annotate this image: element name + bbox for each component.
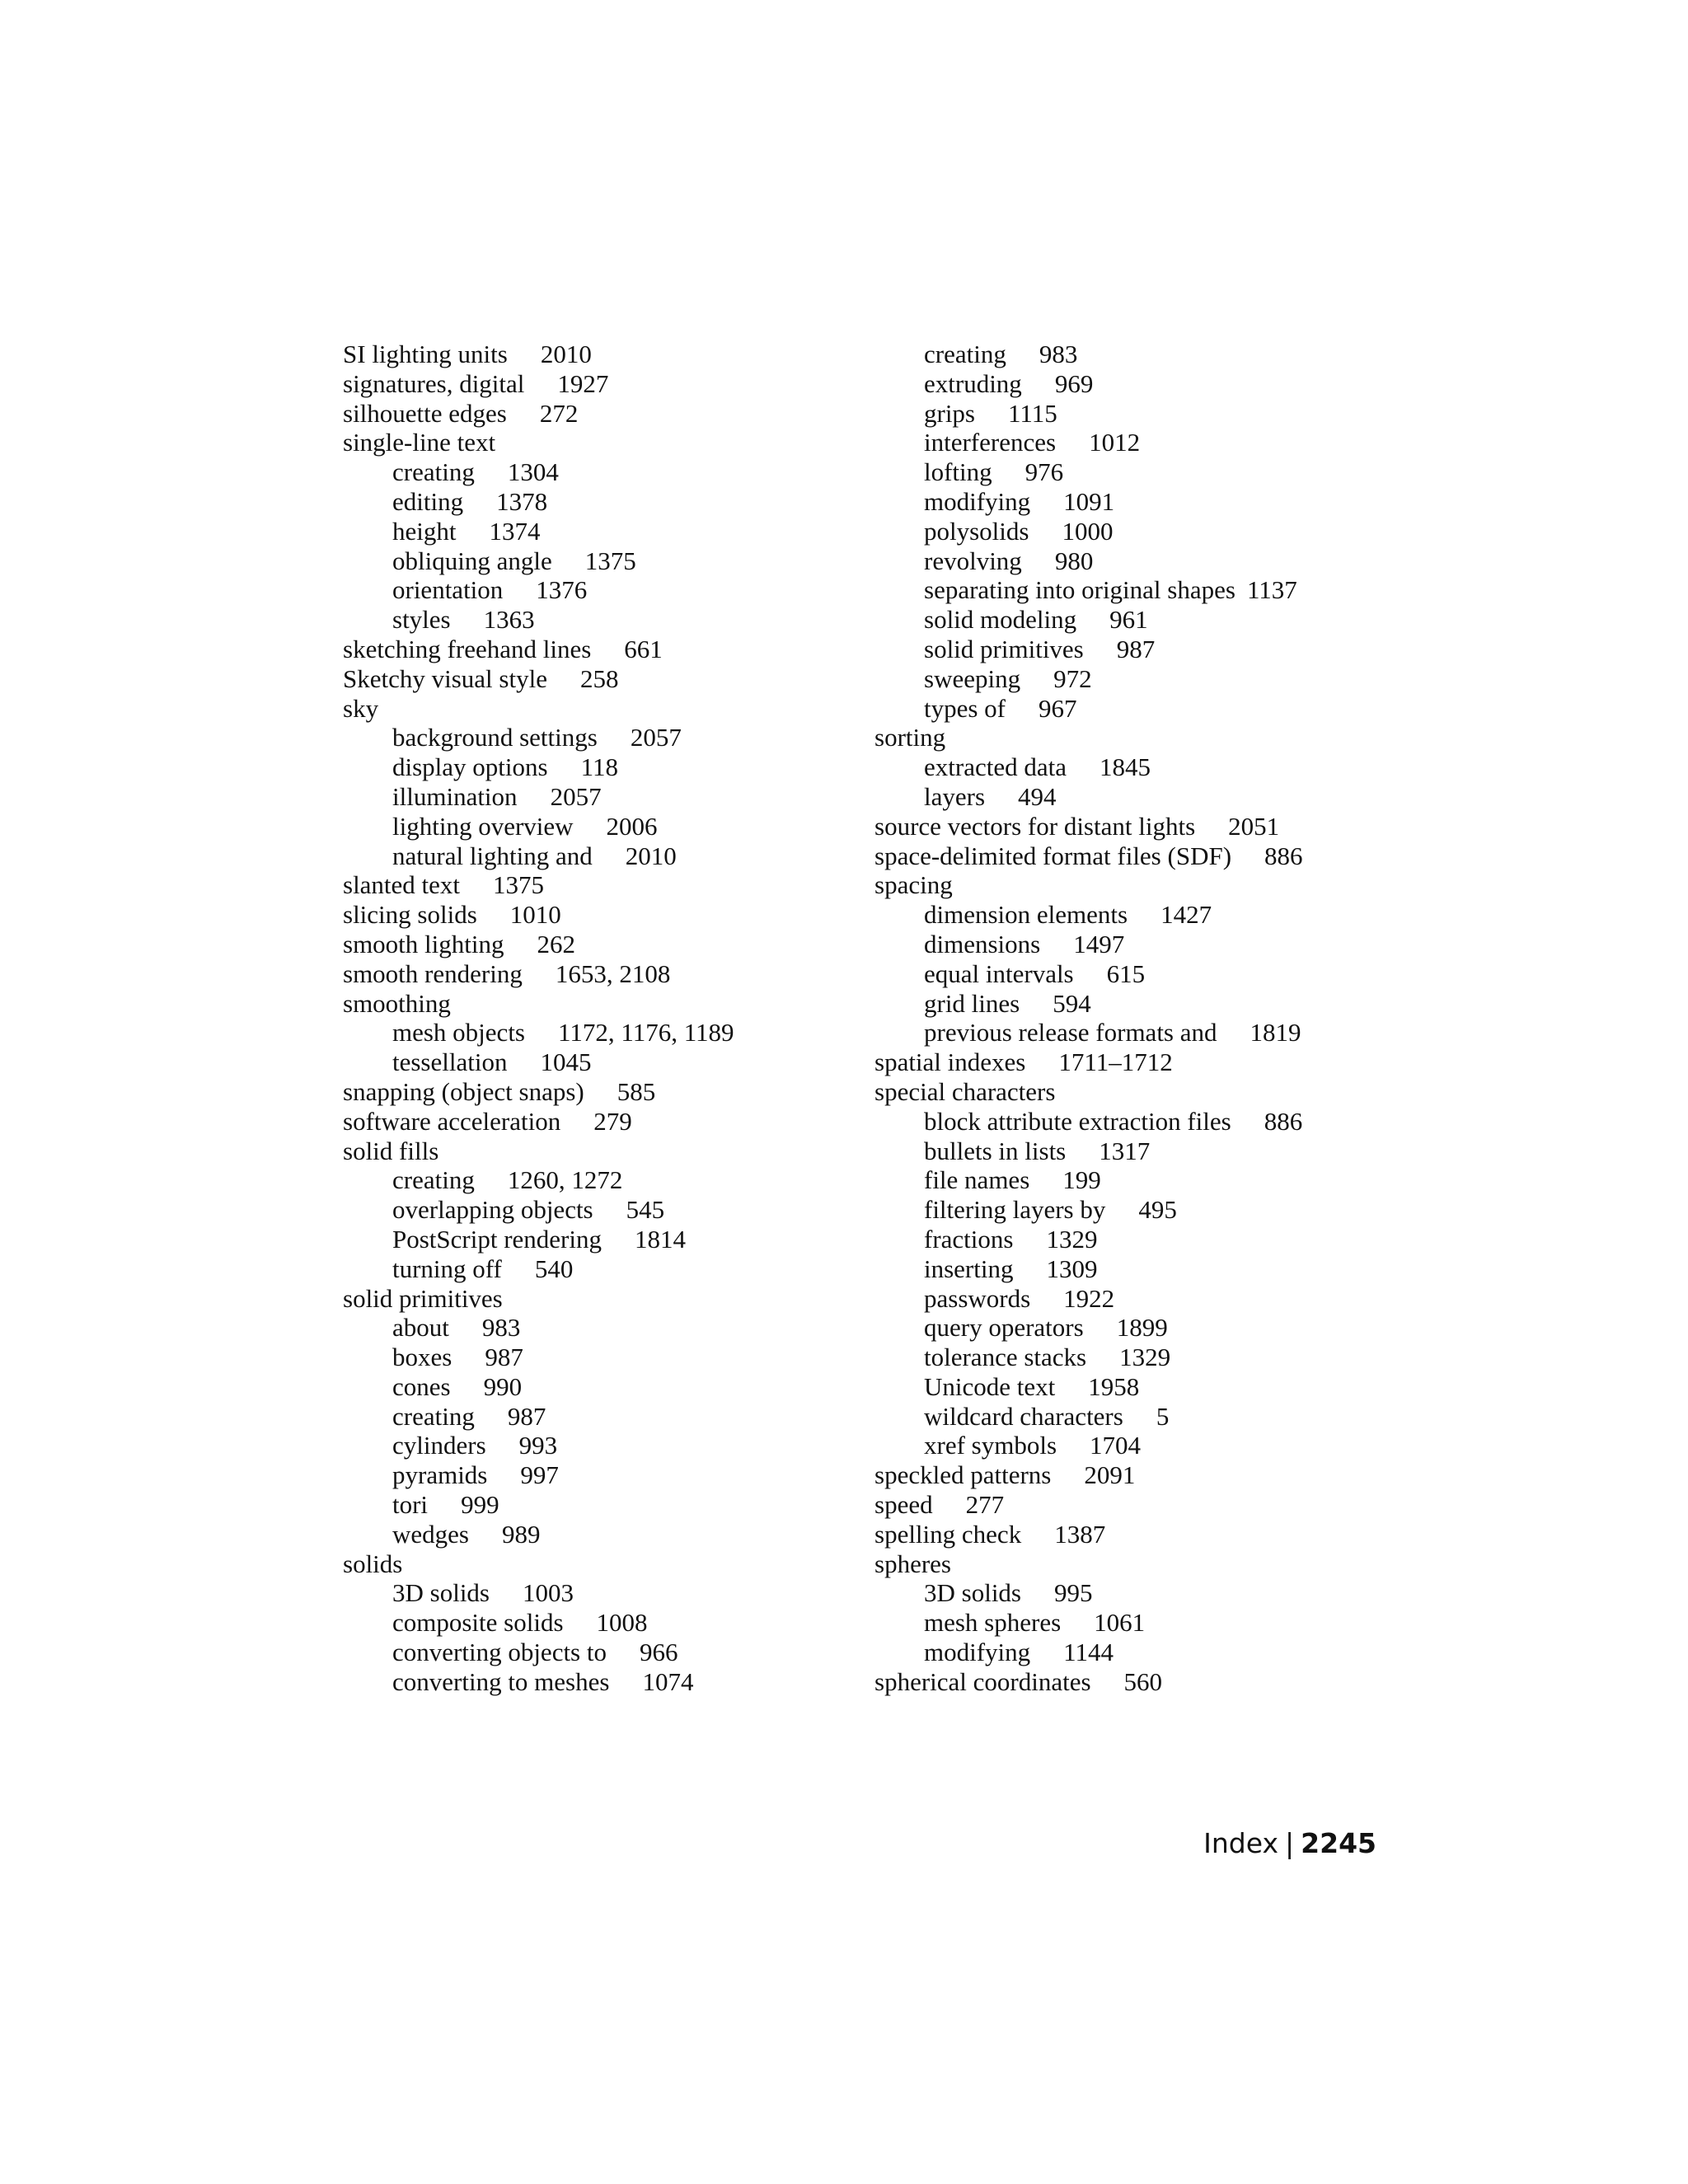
index-page-refs: 2006 (606, 811, 658, 841)
index-entry (874, 1460, 1410, 1490)
index-term: modifying (924, 1638, 1031, 1667)
index-page-refs: 560 (1123, 1666, 1163, 1696)
index-subentry (874, 1165, 1410, 1195)
index-entry (343, 428, 837, 457)
index-page-refs: 1427 (1160, 900, 1212, 930)
index-entry (343, 340, 837, 369)
index-term: lighting overview (392, 811, 574, 841)
index-term: spheres (874, 1549, 951, 1578)
index-entry (874, 1490, 1410, 1520)
index-page-refs: 989 (501, 1519, 541, 1549)
index-term: layers (924, 781, 986, 811)
index-subentry (343, 1667, 837, 1697)
index-subentry (874, 399, 1410, 429)
index-term: background settings (392, 723, 598, 752)
index-page-refs: 999 (461, 1490, 499, 1520)
index-subentry (874, 1195, 1410, 1225)
index-subentry (343, 1254, 837, 1284)
index-entry (874, 1520, 1410, 1549)
index-term: Sketchy visual style (343, 663, 547, 693)
index-term: tori (392, 1490, 429, 1520)
index-term: pyramids (392, 1460, 488, 1490)
index-term: styles (392, 605, 451, 635)
index-subentry (874, 1402, 1410, 1432)
index-page-refs: 886 (1264, 841, 1303, 870)
index-term: passwords (924, 1283, 1031, 1313)
index-subentry (343, 1608, 837, 1638)
index-subentry (874, 664, 1410, 694)
index-term: equal intervals (924, 958, 1074, 988)
index-page-refs: 5 (1156, 1401, 1170, 1431)
index-page-refs: 1845 (1099, 752, 1151, 782)
index-term: about (392, 1313, 449, 1343)
index-entry (343, 1284, 837, 1314)
index-term: sweeping (924, 663, 1021, 693)
index-entry (343, 959, 837, 989)
index-page-refs: 1374 (489, 516, 541, 546)
index-page-refs: 279 (593, 1106, 632, 1136)
index-subentry (343, 1638, 837, 1667)
index-page-refs: 1329 (1046, 1224, 1098, 1254)
index-subentry (343, 1372, 837, 1402)
index-page-refs: 995 (1054, 1578, 1093, 1608)
index-term: creating (392, 457, 475, 487)
index-entry (874, 723, 1410, 752)
index-entry (343, 694, 837, 724)
index-page-refs: 1497 (1073, 929, 1125, 958)
index-term: speckled patterns (874, 1460, 1052, 1490)
index-page-refs: 1704 (1090, 1431, 1142, 1460)
index-page-refs: 199 (1062, 1165, 1101, 1195)
index-page-refs: 990 (483, 1371, 523, 1401)
index-term: modifying (924, 486, 1031, 516)
index-term: silhouette edges (343, 398, 507, 428)
index-term: previous release formats and (924, 1018, 1217, 1047)
index-subentry (343, 487, 837, 517)
index-subentry (874, 1254, 1410, 1284)
index-entry (343, 989, 837, 1019)
index-term: natural lighting and (392, 841, 593, 870)
index-subentry (874, 1578, 1410, 1608)
index-page-refs: 967 (1039, 693, 1077, 723)
index-page-refs: 987 (485, 1343, 523, 1372)
index-page-refs: 2057 (630, 723, 682, 752)
index-page-refs: 1115 (1008, 398, 1057, 428)
index-page-refs: 1260, 1272 (507, 1165, 623, 1195)
index-term: grid lines (924, 988, 1020, 1018)
index-term: creating (392, 1165, 475, 1195)
index-entry (874, 1077, 1410, 1107)
index-page-refs: 983 (481, 1313, 521, 1343)
index-term: solid primitives (924, 634, 1084, 663)
index-page-refs: 1003 (523, 1578, 574, 1608)
footer-section-label: Index (1203, 1827, 1279, 1859)
index-page-refs: 987 (507, 1401, 546, 1431)
index-term: lofting (924, 457, 992, 487)
index-subentry (874, 1018, 1410, 1047)
index-subentry (343, 1402, 837, 1432)
index-page-refs: 961 (1109, 605, 1148, 635)
index-term: dimension elements (924, 900, 1128, 930)
index-term: sketching freehand lines (343, 634, 592, 663)
index-term: 3D solids (392, 1578, 490, 1608)
index-term: height (392, 516, 457, 546)
index-page-refs: 1061 (1094, 1608, 1146, 1638)
index-page-refs: 1010 (509, 900, 561, 930)
index-entry (343, 930, 837, 959)
index-page-refs: 976 (1025, 457, 1064, 487)
index-term: creating (392, 1401, 475, 1431)
index-subentry (874, 1313, 1410, 1343)
index-term: spacing (874, 870, 953, 900)
index-page-refs: 980 (1054, 546, 1094, 575)
index-page-refs: 1375 (584, 546, 636, 575)
index-page-refs: 1045 (540, 1047, 592, 1077)
index-page-refs: 983 (1039, 340, 1078, 368)
index-page-refs: 1819 (1250, 1018, 1301, 1047)
index-page-refs: 118 (580, 752, 618, 782)
index-term: speed (874, 1490, 933, 1520)
index-subentry (343, 1490, 837, 1520)
index-term: revolving (924, 546, 1022, 575)
index-term: xref symbols (924, 1431, 1057, 1460)
index-page-refs: 886 (1264, 1106, 1303, 1136)
index-term: single-line text (343, 428, 496, 457)
index-page-refs: 2010 (540, 340, 592, 368)
index-page-refs: 1376 (536, 575, 588, 605)
index-term: types of (924, 693, 1006, 723)
index-term: source vectors for distant lights (874, 811, 1196, 841)
index-subentry (874, 1431, 1410, 1460)
index-subentry (343, 1165, 837, 1195)
index-entry (874, 812, 1410, 841)
index-page-refs: 1137 (1246, 575, 1297, 605)
index-subentry (874, 457, 1410, 487)
index-subentry (343, 1460, 837, 1490)
index-term: file names (924, 1165, 1030, 1195)
index-term: Unicode text (924, 1371, 1056, 1401)
index-subentry (874, 575, 1410, 605)
index-subentry (343, 1225, 837, 1254)
index-term: smooth rendering (343, 958, 523, 988)
index-term: spherical coordinates (874, 1666, 1091, 1696)
index-entry (343, 900, 837, 930)
index-term: solids (343, 1549, 403, 1578)
index-term: extracted data (924, 752, 1067, 782)
index-subentry (343, 1018, 837, 1047)
index-page-refs: 966 (640, 1638, 678, 1667)
index-term: PostScript rendering (392, 1224, 602, 1254)
index-term: separating into original shapes (924, 575, 1236, 605)
index-page-refs: 987 (1116, 634, 1156, 663)
index-subentry (343, 1343, 837, 1372)
index-term: dimensions (924, 929, 1041, 958)
index-page-refs: 1309 (1046, 1254, 1098, 1283)
index-page-refs: 1008 (596, 1608, 648, 1638)
index-page-refs: 495 (1138, 1195, 1177, 1225)
index-term: spatial indexes (874, 1047, 1026, 1077)
index-subentry (874, 989, 1410, 1019)
index-page-refs: 258 (579, 663, 619, 693)
index-page-refs: 2010 (625, 841, 677, 870)
index-term: display options (392, 752, 548, 782)
index-entry (874, 1667, 1410, 1697)
index-entry (343, 369, 837, 399)
index-term: spelling check (874, 1519, 1022, 1549)
index-term: tolerance stacks (924, 1343, 1087, 1372)
index-subentry (874, 900, 1410, 930)
index-page-refs: 661 (624, 634, 663, 663)
index-term: smooth lighting (343, 929, 504, 958)
index-page-refs: 2091 (1084, 1460, 1136, 1490)
index-term: creating (924, 340, 1006, 368)
index-page-refs: 1653, 2108 (555, 958, 671, 988)
index-subentry (874, 694, 1410, 724)
index-term: slanted text (343, 870, 461, 900)
index-page-refs: 494 (1018, 781, 1057, 811)
index-page-refs: 277 (965, 1490, 1005, 1520)
index-term: cones (392, 1371, 451, 1401)
index-term: extruding (924, 368, 1022, 398)
index-page-refs: 997 (520, 1460, 559, 1490)
index-subentry (874, 1638, 1410, 1667)
index-term: space-delimited format files (SDF) (874, 841, 1232, 870)
index-entry (874, 841, 1410, 871)
index-subentry (874, 1608, 1410, 1638)
index-subentry (874, 340, 1410, 369)
index-term: slicing solids (343, 900, 477, 930)
index-page-refs: 1711–1712 (1058, 1047, 1173, 1077)
index-page-refs: 1922 (1063, 1283, 1115, 1313)
index-term: mesh spheres (924, 1608, 1062, 1638)
index-term: query operators (924, 1313, 1084, 1343)
index-page-refs: 969 (1054, 368, 1094, 398)
index-page-refs: 1144 (1063, 1638, 1114, 1667)
index-term: mesh objects (392, 1018, 525, 1047)
index-term: SI lighting units (343, 340, 508, 368)
index-page-refs: 1317 (1099, 1136, 1151, 1165)
index-term: software acceleration (343, 1106, 561, 1136)
index-term: filtering layers by (924, 1195, 1106, 1225)
index-page-refs: 594 (1053, 988, 1091, 1018)
index-entry (343, 1077, 837, 1107)
index-subentry (343, 575, 837, 605)
index-subentry (343, 1195, 837, 1225)
index-page-refs: 1074 (642, 1666, 694, 1696)
index-page-refs: 1091 (1063, 486, 1115, 516)
index-subentry (874, 428, 1410, 457)
index-subentry (874, 605, 1410, 635)
index-term: illumination (392, 781, 518, 811)
index-subentry (874, 546, 1410, 576)
index-term: sky (343, 693, 379, 723)
index-term: solid fills (343, 1136, 439, 1165)
index-page-refs: 262 (537, 929, 575, 958)
index-term: inserting (924, 1254, 1014, 1283)
index-term: converting to meshes (392, 1666, 610, 1696)
index-subentry (343, 605, 837, 635)
index-entry (343, 1107, 837, 1137)
index-subentry (343, 841, 837, 871)
index-entry (343, 635, 837, 664)
index-term: orientation (392, 575, 504, 605)
index-page-refs: 1387 (1054, 1519, 1106, 1549)
index-term: smoothing (343, 988, 451, 1018)
index-subentry (343, 782, 837, 812)
page-number: 2245 (1301, 1827, 1376, 1859)
index-entry (343, 1549, 837, 1579)
index-page-refs: 1000 (1062, 516, 1114, 546)
index-subentry (343, 723, 837, 752)
index-page-refs: 972 (1053, 663, 1092, 693)
index-column-right (874, 340, 1410, 1697)
index-page-refs: 1329 (1119, 1343, 1171, 1372)
index-term: cylinders (392, 1431, 486, 1460)
index-term: editing (392, 486, 464, 516)
index-page-refs: 1363 (483, 605, 535, 635)
index-subentry (343, 1047, 837, 1077)
index-entry (343, 664, 837, 694)
index-entry (343, 870, 837, 900)
index-subentry (343, 1578, 837, 1608)
index-term: bullets in lists (924, 1136, 1067, 1165)
index-subentry (874, 635, 1410, 664)
index-term: snapping (object snaps) (343, 1076, 584, 1106)
index-entry (874, 1549, 1410, 1579)
index-subentry (874, 369, 1410, 399)
index-subentry (874, 1225, 1410, 1254)
index-term: signatures, digital (343, 368, 525, 398)
index-page-refs: 2051 (1228, 811, 1280, 841)
index-term: turning off (392, 1254, 502, 1283)
index-entry (343, 1137, 837, 1166)
footer-separator: | (1285, 1827, 1295, 1859)
index-term: special characters (874, 1076, 1056, 1106)
index-entry (874, 1047, 1410, 1077)
index-page-refs: 1375 (493, 870, 545, 900)
index-term: grips (924, 398, 975, 428)
index-term: interferences (924, 428, 1057, 457)
index-page-refs: 1172, 1176, 1189 (558, 1018, 734, 1047)
index-page-refs: 1899 (1116, 1313, 1168, 1343)
index-page-refs: 1378 (496, 486, 548, 516)
index-subentry (874, 930, 1410, 959)
index-term: composite solids (392, 1608, 564, 1638)
index-term: converting objects to (392, 1638, 607, 1667)
index-term: polysolids (924, 516, 1029, 546)
index-subentry (874, 1284, 1410, 1314)
index-term: fractions (924, 1224, 1014, 1254)
index-page-refs: 1927 (557, 368, 609, 398)
index-subentry (343, 457, 837, 487)
index-term: wedges (392, 1519, 469, 1549)
index-page-refs: 545 (626, 1195, 665, 1225)
index-subentry (874, 487, 1410, 517)
page-footer (1203, 1827, 1376, 1860)
index-subentry (874, 1343, 1410, 1372)
index-page-refs: 1958 (1088, 1371, 1140, 1401)
index-page-refs: 1814 (635, 1224, 686, 1254)
index-page-refs: 615 (1106, 958, 1146, 988)
index-subentry (343, 1431, 837, 1460)
index-term: overlapping objects (392, 1195, 593, 1225)
index-term: sorting (874, 723, 946, 752)
index-subentry (343, 517, 837, 546)
index-page-refs: 1012 (1089, 428, 1141, 457)
index-subentry (343, 752, 837, 782)
index-subentry (343, 812, 837, 841)
index-term: tessellation (392, 1047, 508, 1077)
index-term: boxes (392, 1343, 452, 1372)
index-subentry (874, 752, 1410, 782)
index-page-refs: 993 (518, 1431, 558, 1460)
index-subentry (874, 1372, 1410, 1402)
index-term: block attribute extraction files (924, 1106, 1231, 1136)
index-subentry (874, 517, 1410, 546)
index-subentry (874, 782, 1410, 812)
index-entry (874, 870, 1410, 900)
index-page-refs: 585 (617, 1076, 656, 1106)
index-term: 3D solids (924, 1578, 1021, 1608)
index-subentry (874, 1137, 1410, 1166)
index-term: solid primitives (343, 1283, 503, 1313)
index-page-refs: 540 (534, 1254, 574, 1283)
index-subentry (343, 546, 837, 576)
index-column-left (343, 340, 837, 1697)
index-entry (343, 399, 837, 429)
index-term: obliquing angle (392, 546, 552, 575)
index-subentry (874, 1107, 1410, 1137)
index-subentry (343, 1313, 837, 1343)
index-page-refs: 2057 (550, 781, 602, 811)
index-term: wildcard characters (924, 1401, 1123, 1431)
index-page-refs: 272 (539, 398, 579, 428)
index-subentry (874, 959, 1410, 989)
index-page-refs: 1304 (507, 457, 559, 487)
index-term: solid modeling (924, 605, 1077, 635)
index-subentry (343, 1520, 837, 1549)
